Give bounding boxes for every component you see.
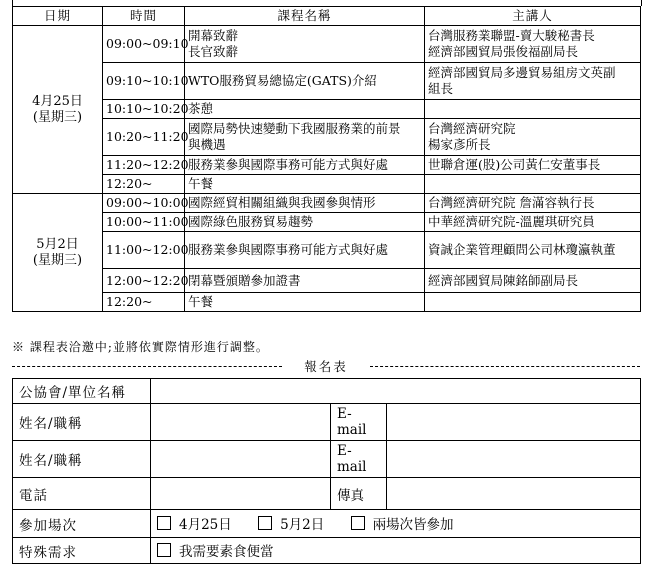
speaker-line: 台灣服務業聯盟-賣大駿秘書長 [428,28,595,43]
email-label: E-mail [331,441,387,478]
speaker-cell [425,175,641,194]
speaker-line: 經濟部國貿局張俊福副局長 [428,44,579,59]
table-row [13,156,641,175]
course-cell: 國際經貿相關組織與我國參與情形 [185,194,425,213]
checkbox-label: 5月2日 [280,517,325,533]
course-line: 長官致辭 [188,44,239,59]
speaker-cell [425,293,641,312]
email-field[interactable] [387,404,641,441]
table-row [13,293,641,312]
vegetarian-option[interactable] [157,540,274,560]
checkbox-label: 兩場次皆參加 [372,517,454,533]
course-cell: 國際綠色服務貿易趨勢 [185,213,425,232]
table-row [13,213,641,232]
course-cell [185,119,425,156]
form-row-name2 [13,441,641,478]
day2-weekday: (星期三) [32,252,83,268]
course-cell: 午餐 [185,175,425,194]
phone-label: 電話 [13,478,151,510]
checkbox[interactable] [351,516,365,530]
header-speaker: 主講人 [425,7,641,26]
speaker-cell: 台灣經濟研究院 詹滿容執行長 [425,194,641,213]
name-title-field[interactable] [151,404,331,441]
speaker-cell: 世聯倉運(股)公司黃仁安董事長 [425,156,641,175]
name-title-label: 姓名/職稱 [13,404,151,441]
session-option-may2[interactable] [258,513,324,533]
speaker-cell: 資誠企業管理顧問公司林瓊瀛執董 [425,232,641,269]
course-line: 與機遇 [188,137,226,152]
time-cell: 09:10~10:10 [103,63,185,100]
schedule-table [12,6,641,312]
speaker-cell [425,63,641,100]
fax-field[interactable] [387,478,641,510]
day1-date-cell [13,26,103,194]
course-line: 開幕致辭 [188,28,239,43]
table-row [13,175,641,194]
course-cell: 閉幕暨頒贈參加證書 [185,269,425,293]
course-line: 國際局勢快速變動下我國服務業的前景 [188,121,401,136]
speaker-cell: 中華經濟研究院-溫麗琪研究員 [425,213,641,232]
fax-label: 傳真 [331,478,387,510]
schedule-note: ※ 課程表洽邀中;並將依實際情形進行調整。 [12,340,269,354]
header-course: 課程名稱 [185,7,425,26]
session-option-apr25[interactable] [157,513,232,533]
speaker-line: 組長 [428,81,454,96]
special-label: 特殊需求 [13,538,151,564]
day2-date: 5月2日 [36,236,79,252]
time-cell: 09:00~09:10 [103,26,185,63]
schedule-header-row [13,7,641,26]
email-field[interactable] [387,441,641,478]
table-row [13,232,641,269]
org-field[interactable] [151,379,641,404]
email-label: E-mail [331,404,387,441]
course-cell: 服務業參與國際事務可能方式與好處 [185,156,425,175]
table-row [13,269,641,293]
course-cell: 茶憩 [185,100,425,119]
form-row-session [13,510,641,538]
speaker-line: 台灣經濟研究院 [428,121,516,136]
form-row-phone [13,478,641,510]
day1-date: 4月25日 [32,93,83,109]
form-title: 報名表 [300,357,352,375]
table-row [13,119,641,156]
speaker-cell [425,100,641,119]
phone-field[interactable] [151,478,331,510]
time-cell: 12:00~12:20 [103,269,185,293]
time-cell: 11:20~12:20 [103,156,185,175]
table-row [13,63,641,100]
checkbox-label: 4月25日 [179,517,232,533]
time-cell: 10:00~11:00 [103,213,185,232]
speaker-cell [425,26,641,63]
org-label: 公協會/單位名稱 [13,379,151,404]
name-title-label: 姓名/職稱 [13,441,151,478]
form-row-name1 [13,404,641,441]
table-row [13,26,641,63]
registration-form [12,378,641,564]
day1-weekday: (星期三) [32,109,83,125]
form-row-org [13,379,641,404]
course-cell [185,26,425,63]
checkbox[interactable] [157,543,171,557]
header-date: 日期 [13,7,103,26]
speaker-cell [425,119,641,156]
speaker-line: 楊家彥所長 [428,137,491,152]
session-label: 參加場次 [13,510,151,538]
speaker-line: 經濟部國貿局多邊貿易組房文英副 [428,65,616,80]
session-option-both[interactable] [351,513,454,533]
table-row [13,194,641,213]
checkbox[interactable] [157,516,171,530]
time-cell: 10:20~11:20 [103,119,185,156]
time-cell: 10:10~10:20 [103,100,185,119]
time-cell: 12:20~ [103,175,185,194]
time-cell: 12:20~ [103,293,185,312]
form-divider [12,357,640,375]
day2-date-cell [13,194,103,312]
name-title-field[interactable] [151,441,331,478]
dashed-line-left [12,366,282,367]
time-cell: 09:00~10:00 [103,194,185,213]
course-cell: 午餐 [185,293,425,312]
time-cell: 11:00~12:00 [103,232,185,269]
course-cell: WTO服務貿易總協定(GATS)介紹 [185,63,425,100]
header-time: 時間 [103,7,185,26]
session-options [151,510,641,538]
checkbox-label: 我需要素食便當 [179,544,274,560]
checkbox[interactable] [258,516,272,530]
course-cell: 服務業參與國際事務可能方式與好處 [185,232,425,269]
speaker-cell: 經濟部國貿局陳銘師副局長 [425,269,641,293]
table-row [13,100,641,119]
dashed-line-right [370,366,640,367]
